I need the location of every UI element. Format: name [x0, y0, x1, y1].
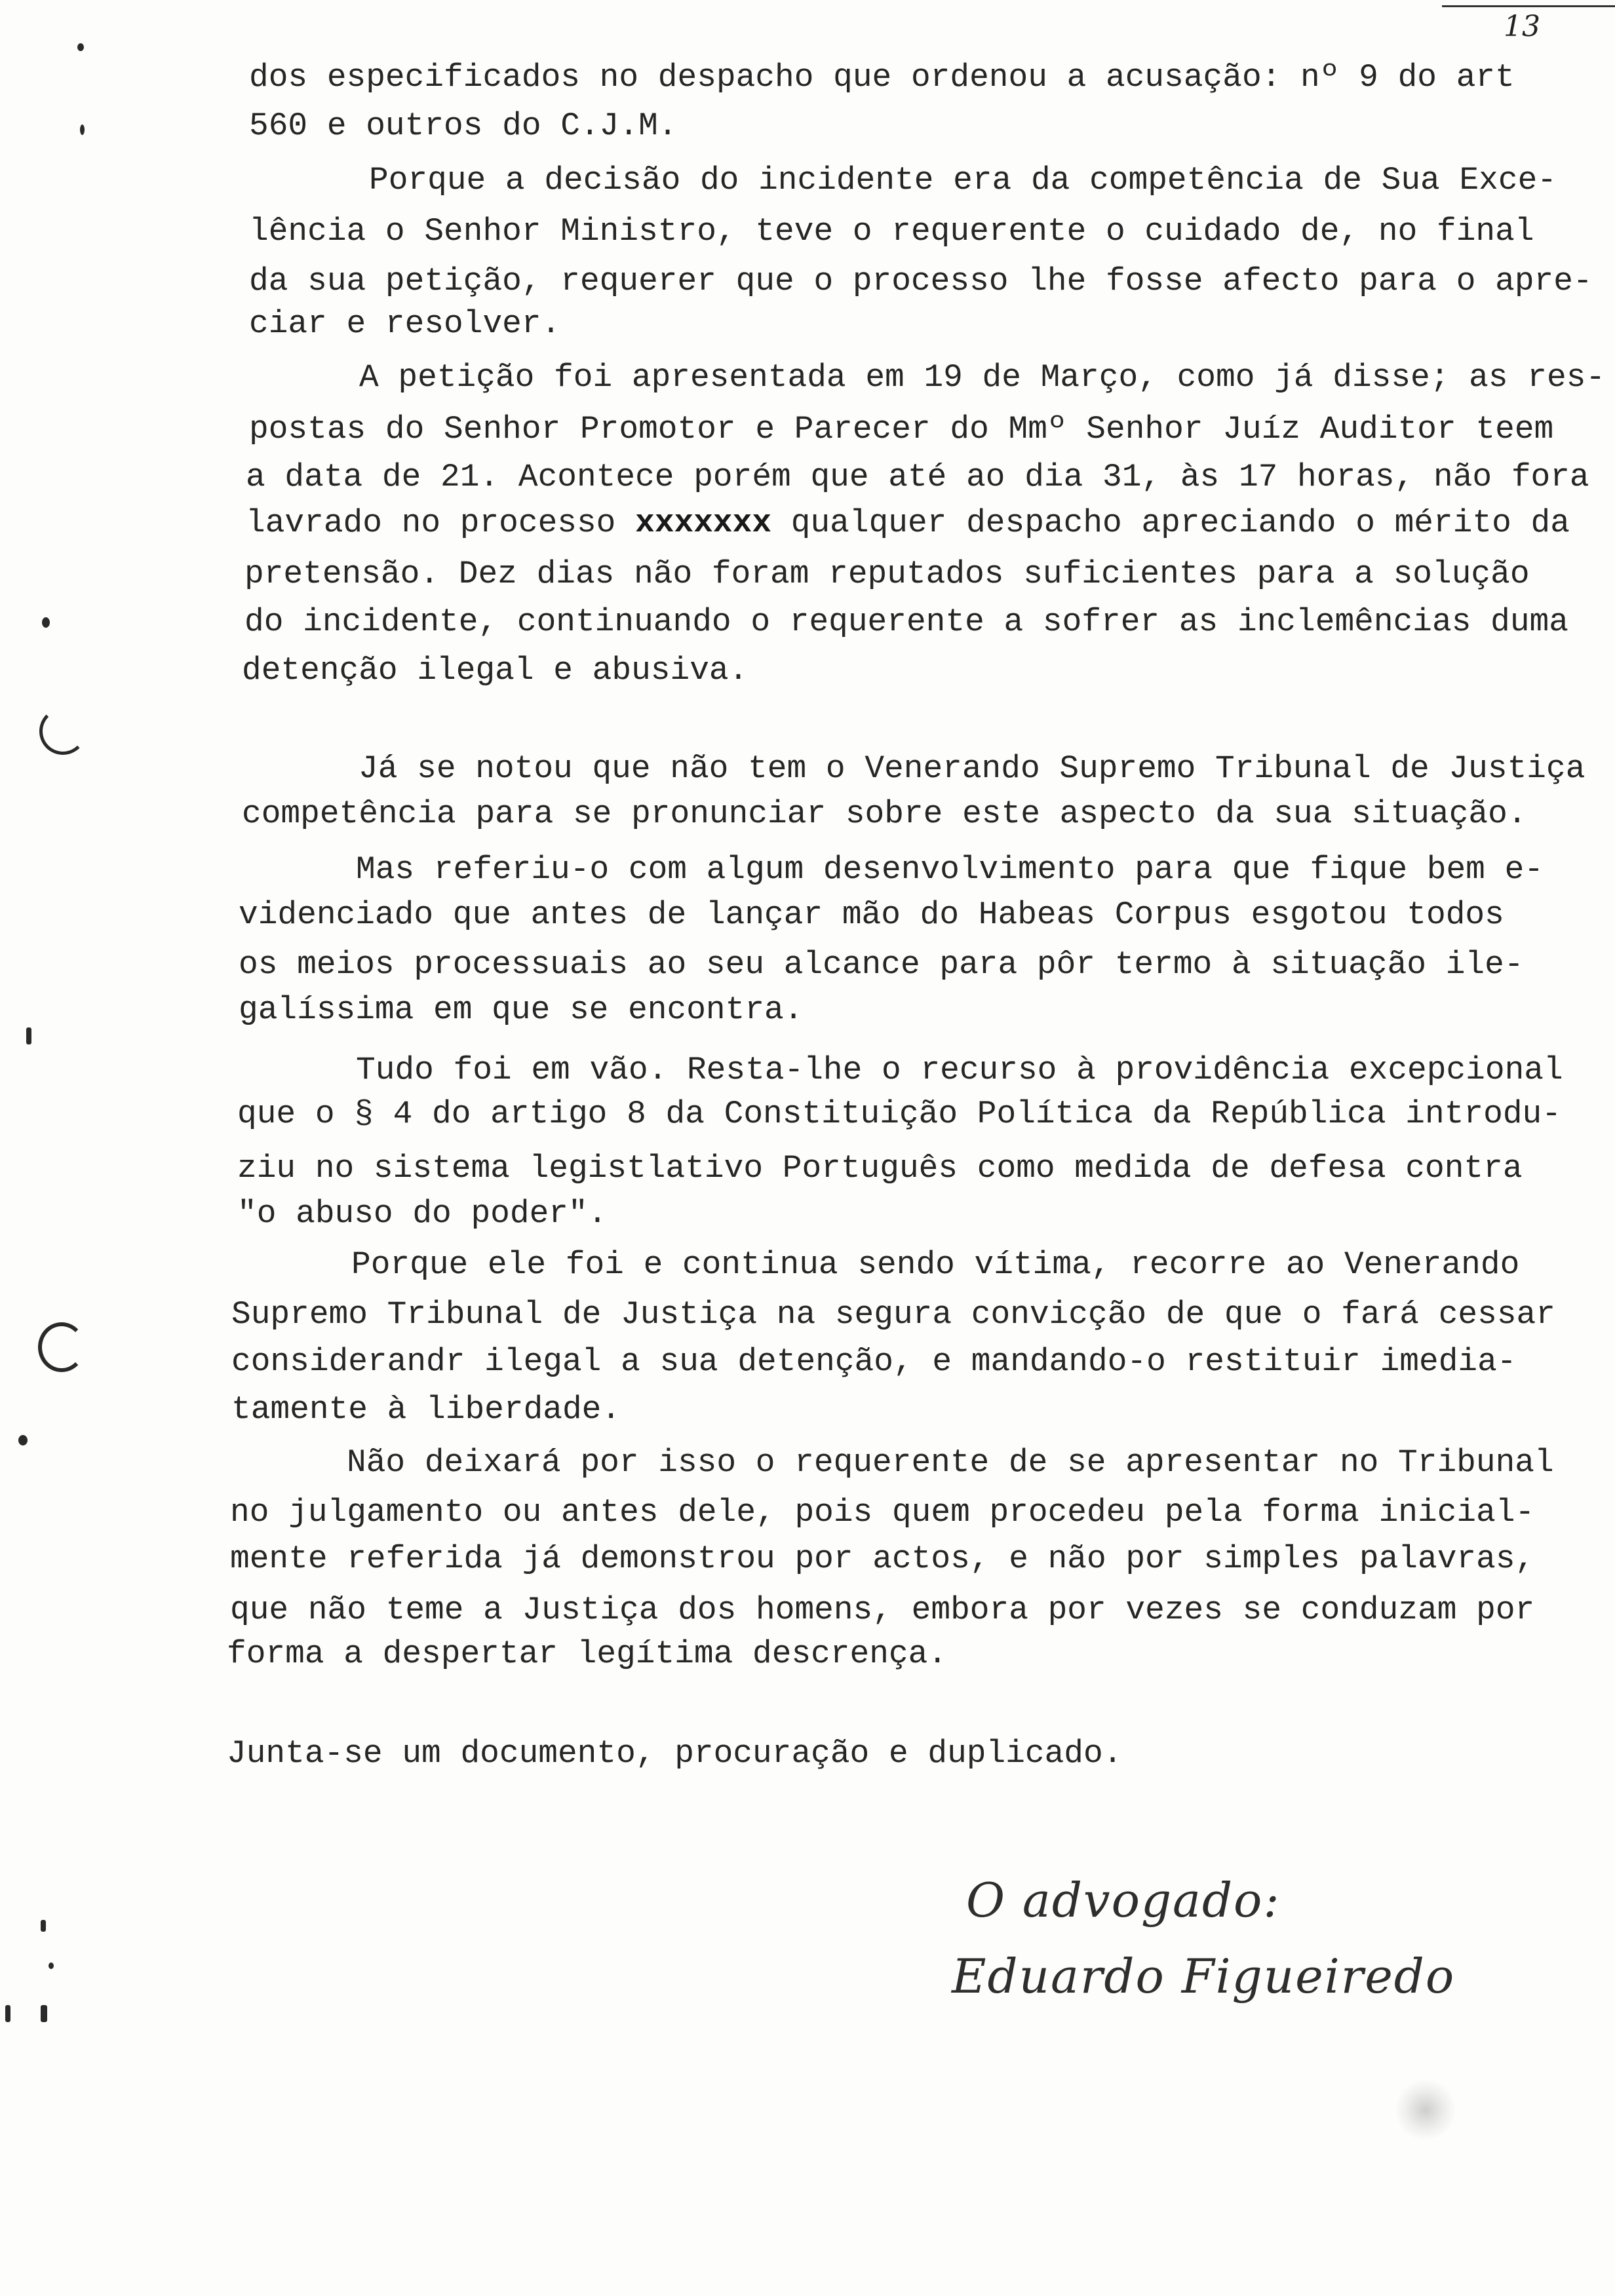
punch-hole-mark — [38, 1322, 85, 1372]
margin-speck — [5, 2005, 10, 2022]
signature-label: O advogado: — [966, 1873, 1281, 1928]
typed-line: postas do Senhor Promotor e Parecer do Mmº Senhor Juíz Auditor teem — [249, 411, 1554, 448]
typed-line: Supremo Tribunal de Justiça na segura convicção de que o fará cessar — [231, 1296, 1555, 1333]
typed-line: da sua petição, requerer que o processo lhe fosse afecto para o apre- — [249, 263, 1593, 299]
typed-line: Mas referiu-o com algum desenvolvimento para que fique bem e- — [356, 851, 1544, 888]
typed-line: dos especificados no despacho que ordenou a acusação: nº 9 do art — [249, 59, 1515, 96]
typed-line: "o abuso do poder". — [237, 1195, 608, 1232]
margin-speck — [26, 1027, 31, 1044]
typed-line: forma a despertar legítima descrença. — [227, 1636, 948, 1672]
typed-line: Porque a decisão do incidente era da competência de Sua Exce- — [369, 162, 1557, 199]
punch-hole-mark — [39, 708, 87, 755]
typed-line: ciar e resolver. — [249, 305, 561, 342]
margin-speck — [18, 1435, 28, 1445]
typed-line: considerandr ilegal a sua detenção, e mandando-o restituir imedia- — [231, 1343, 1517, 1380]
line-text-before: lavrado no processo — [246, 505, 636, 541]
typed-line: ziu no sistema legistlativo Português como medida de defesa contra — [237, 1150, 1523, 1187]
typed-line: Tudo foi em vão. Resta-lhe o recurso à providência excepcional — [356, 1052, 1563, 1088]
typed-line: Já se notou que não tem o Venerando Supremo Tribunal de Justiça — [359, 750, 1586, 787]
typed-line: videnciado que antes de lançar mão do Habeas Corpus esgotou todos — [239, 896, 1504, 933]
margin-speck — [77, 43, 84, 51]
typed-line: competência para se pronunciar sobre este aspecto da sua situação. — [242, 795, 1527, 832]
typed-line: lência o Senhor Ministro, teve o requerente o cuidado de, no final — [249, 213, 1534, 250]
typed-line: que não teme a Justiça dos homens, embora por vezes se conduzam por — [230, 1592, 1535, 1628]
typed-line: pretensão. Dez dias não foram reputados suficientes para a solução — [244, 556, 1530, 592]
margin-speck — [42, 617, 50, 628]
signature-name: Eduardo Figueiredo — [952, 1949, 1456, 2004]
line-text-after: qualquer despacho apreciando o mérito da — [771, 505, 1570, 541]
margin-speck — [49, 1962, 54, 1969]
struck-out-word: xxxxxxx — [635, 505, 772, 541]
typed-line: mente referida já demonstrou por actos, e não por simples palavras, — [230, 1540, 1535, 1577]
typed-line: galíssima em que se encontra. — [239, 991, 804, 1028]
typed-line: no julgamento ou antes dele, pois quem procedeu pela forma inicial- — [230, 1494, 1535, 1531]
typed-line: 560 e outros do C.J.M. — [249, 107, 678, 144]
typed-line: Porque ele foi e continua sendo vítima, recorre ao Venerando — [351, 1246, 1520, 1283]
enclosures-line: Junta-se um documento, procuração e duplicado. — [227, 1735, 1123, 1772]
page-number: 13 — [1504, 10, 1540, 43]
typed-line: a data de 21. Acontece porém que até ao dia 31, às 17 horas, não fora — [246, 459, 1589, 495]
paper-smudge — [1396, 2077, 1455, 2143]
typed-line: do incidente, continuando o requerente a sofrer as inclemências duma — [244, 603, 1568, 640]
typed-line: tamente à liberdade. — [231, 1391, 621, 1428]
typed-line: os meios processuais ao seu alcance para pôr termo à situação ile- — [239, 946, 1524, 983]
margin-speck — [41, 1920, 46, 1932]
typed-line: que o § 4 do artigo 8 da Constituição Política da República introdu- — [237, 1096, 1561, 1132]
typed-line: Não deixará por isso o requerente de se apresentar no Tribunal — [347, 1444, 1554, 1481]
typed-line: detenção ilegal e abusiva. — [242, 652, 749, 689]
typed-line-with-strikeout — [246, 503, 1570, 543]
margin-speck — [41, 2005, 47, 2022]
margin-speck — [80, 124, 85, 135]
top-rule — [1442, 5, 1615, 7]
typed-line: A petição foi apresentada em 19 de Março, como já disse; as res- — [359, 359, 1606, 396]
